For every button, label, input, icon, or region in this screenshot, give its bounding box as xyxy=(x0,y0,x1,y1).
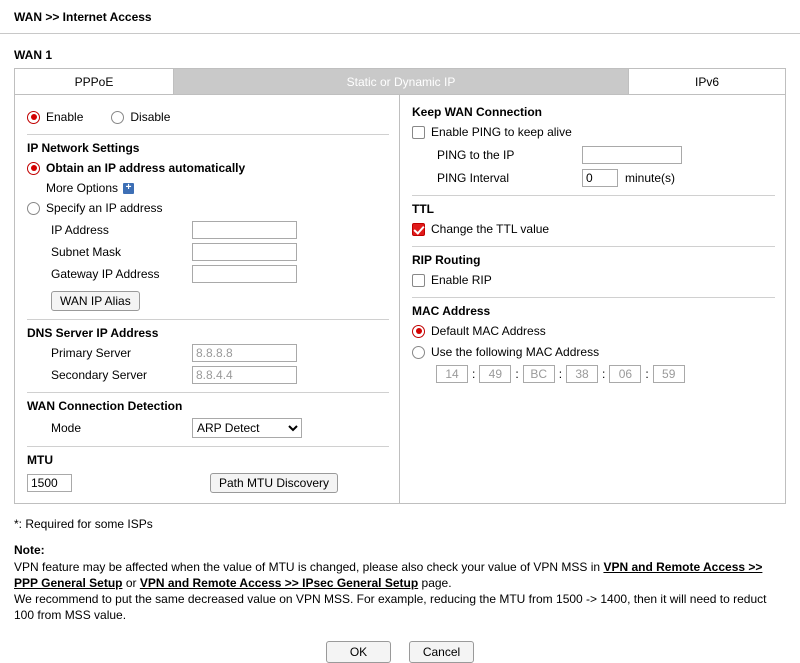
ip-address-input[interactable] xyxy=(192,221,297,239)
left-column xyxy=(15,95,400,503)
footer-notes xyxy=(0,516,800,663)
right-column xyxy=(400,95,785,503)
more-options-row[interactable] xyxy=(46,180,389,196)
gateway-ip-address-input[interactable] xyxy=(192,265,297,283)
mtu-title: MTU xyxy=(27,453,53,467)
ping-to-ip-label: PING to the IP xyxy=(437,148,515,162)
primary-server-row xyxy=(27,344,389,362)
secondary-server-row xyxy=(27,366,389,384)
subnet-mask-label: Subnet Mask xyxy=(51,245,122,259)
obtain-ip-automatically-radio[interactable] xyxy=(27,162,40,175)
ttl-title: TTL xyxy=(412,202,434,216)
change-ttl-checkbox[interactable] xyxy=(412,223,425,236)
mac-octet-1-input[interactable] xyxy=(436,365,468,383)
mac-separator: : xyxy=(472,367,476,381)
divider xyxy=(27,392,389,393)
mac-octets-row xyxy=(436,365,775,383)
mac-separator: : xyxy=(602,367,606,381)
change-ttl-row xyxy=(412,220,775,238)
mac-octet-2-input[interactable] xyxy=(479,365,511,383)
page-body xyxy=(0,48,800,504)
keep-wan-connection-title: Keep WAN Connection xyxy=(412,105,543,119)
wan-connection-detection-title: WAN Connection Detection xyxy=(27,399,183,413)
specify-ip-row xyxy=(27,199,389,217)
divider xyxy=(412,246,775,247)
divider xyxy=(27,134,389,135)
use-following-mac-row xyxy=(412,343,775,361)
default-mac-label: Default MAC Address xyxy=(431,324,546,338)
secondary-server-input[interactable] xyxy=(192,366,297,384)
note-body xyxy=(14,559,786,623)
default-mac-row xyxy=(412,322,775,340)
specify-ip-radio[interactable] xyxy=(27,202,40,215)
minutes-label: minute(s) xyxy=(625,171,676,185)
mac-separator: : xyxy=(645,367,649,381)
gateway-ip-address-row xyxy=(27,265,389,283)
divider xyxy=(27,319,389,320)
ping-to-ip-row xyxy=(412,146,775,164)
mac-separator: : xyxy=(558,367,563,381)
mac-octet-4-input[interactable] xyxy=(566,365,598,383)
plus-icon[interactable]: + xyxy=(123,183,134,194)
primary-server-label: Primary Server xyxy=(51,346,132,360)
primary-server-input[interactable] xyxy=(192,344,297,362)
note-label: Note: xyxy=(14,543,45,557)
disable-label: Disable xyxy=(130,110,171,124)
divider xyxy=(27,446,389,447)
default-mac-radio[interactable] xyxy=(412,325,425,338)
change-ttl-label: Change the TTL value xyxy=(431,222,550,236)
gateway-ip-address-label: Gateway IP Address xyxy=(51,267,160,281)
subnet-mask-row xyxy=(27,243,389,261)
mac-octet-3-input[interactable] xyxy=(523,365,555,383)
ping-to-ip-input[interactable] xyxy=(582,146,682,164)
divider xyxy=(412,297,775,298)
obtain-ip-automatically-label: Obtain an IP address automatically xyxy=(46,161,246,175)
enable-rip-row xyxy=(412,271,775,289)
ip-address-label: IP Address xyxy=(51,223,109,237)
use-following-mac-radio[interactable] xyxy=(412,346,425,359)
subnet-mask-input[interactable] xyxy=(192,243,297,261)
note-line1-c: page. xyxy=(418,576,452,590)
mtu-input[interactable] xyxy=(27,474,72,492)
mac-address-title: MAC Address xyxy=(412,304,491,318)
ip-address-row xyxy=(27,221,389,239)
specify-ip-label: Specify an IP address xyxy=(46,201,163,215)
tab-pppoe[interactable]: PPPoE xyxy=(14,68,174,95)
ipsec-general-setup-link[interactable]: VPN and Remote Access >> IPsec General Setup xyxy=(139,576,419,590)
enable-label: Enable xyxy=(46,110,84,124)
path-mtu-discovery-button[interactable]: Path MTU Discovery xyxy=(210,473,338,493)
cancel-button[interactable]: Cancel xyxy=(409,641,474,663)
enable-radio[interactable] xyxy=(27,111,40,124)
note-line1-a: VPN feature may be affected when the value of MTU is changed, please also check your value of VPN MSS in xyxy=(14,560,604,574)
mac-octet-6-input[interactable] xyxy=(653,365,685,383)
disable-radio[interactable] xyxy=(111,111,124,124)
divider xyxy=(412,195,775,196)
ok-button[interactable]: OK xyxy=(326,641,391,663)
tab-bar xyxy=(14,68,786,95)
mode-select[interactable] xyxy=(192,418,302,438)
mode-row xyxy=(27,418,389,438)
enable-ping-label: Enable PING to keep alive xyxy=(431,125,572,139)
enable-rip-checkbox[interactable] xyxy=(412,274,425,287)
page-title: WAN 1 xyxy=(14,48,53,62)
note-line1-b: or xyxy=(122,576,140,590)
wan-ip-alias-button[interactable]: WAN IP Alias xyxy=(51,291,140,311)
obtain-ip-automatically-row xyxy=(27,159,389,177)
ping-interval-row xyxy=(412,169,775,187)
required-isp-note: *: Required for some ISPs xyxy=(14,517,153,531)
mac-separator: : xyxy=(515,367,519,381)
form-buttons xyxy=(14,641,786,663)
dns-server-title: DNS Server IP Address xyxy=(27,326,159,340)
enable-ping-checkbox[interactable] xyxy=(412,126,425,139)
breadcrumb: WAN >> Internet Access xyxy=(0,0,800,34)
mac-octet-5-input[interactable] xyxy=(609,365,641,383)
settings-panel xyxy=(14,95,786,504)
use-following-mac-label: Use the following MAC Address xyxy=(431,345,600,359)
mtu-row xyxy=(27,473,389,493)
enable-rip-label: Enable RIP xyxy=(431,273,492,287)
tab-ipv6[interactable]: IPv6 xyxy=(629,68,786,95)
tab-static-or-dynamic-ip[interactable]: Static or Dynamic IP xyxy=(174,68,629,95)
ping-interval-label: PING Interval xyxy=(437,171,510,185)
enable-ping-row xyxy=(412,123,775,141)
secondary-server-label: Secondary Server xyxy=(51,368,148,382)
mode-label: Mode xyxy=(51,421,82,435)
rip-routing-title: RIP Routing xyxy=(412,253,481,267)
note-line2: We recommend to put the same decreased value on VPN MSS. For example, reducing the MTU from 1500 -> 1400, then it will need to reduct 100 from MSS value. xyxy=(14,592,767,622)
ping-interval-input[interactable] xyxy=(582,169,618,187)
enable-disable-row xyxy=(27,108,389,126)
more-options-label: More Options xyxy=(46,181,119,195)
ip-network-settings-title: IP Network Settings xyxy=(27,141,140,155)
ppp-general-setup-link[interactable]: VPN and Remote Access >> PPP General Setup xyxy=(14,560,763,590)
